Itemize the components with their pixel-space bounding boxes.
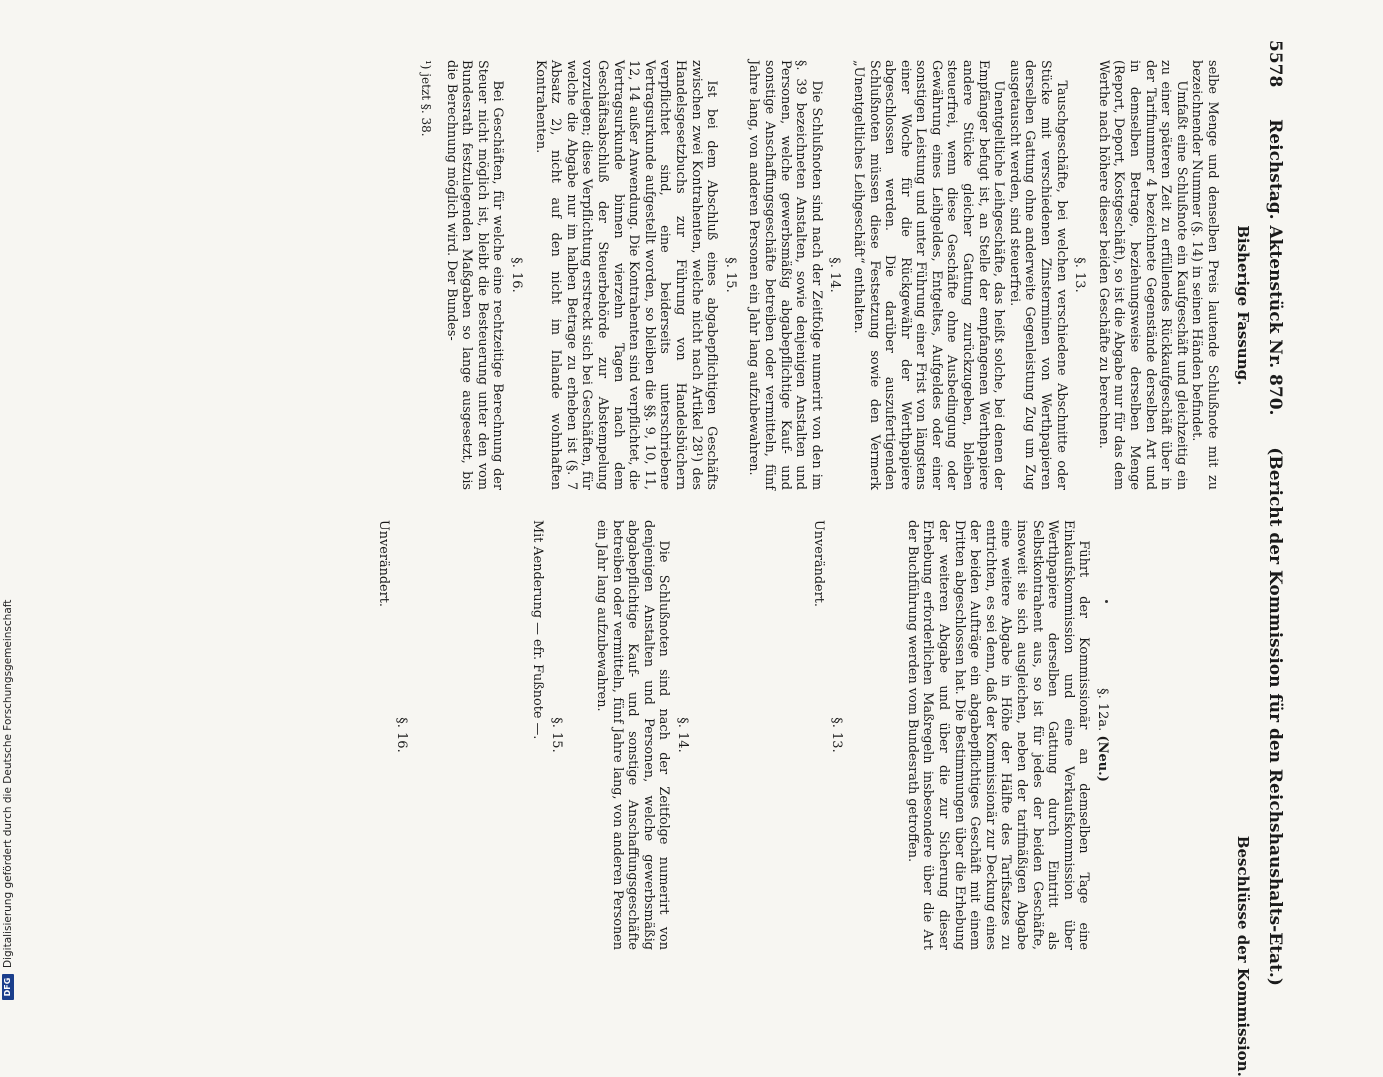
l-s16-heading: §. 16. [509,257,525,293]
r-s12a-p1: Führt der Kommissionär an demselben Tage eine Einkaufskommission und eine Verkaufskommission über Werthpapiere derselben Gattung durch Eintritt als Selbstkontrahent aus, so ist für jedes der beiden Geschäfte, insoweit sie sich ausgleichen, neben der tarifmäßigen Abgabe eine weitere Abgabe in Höhe der Hälfte des Tarifsatzes zu entrichten, es sei denn, daß der Kommissionär zur Deckung eines der beiden Aufträge ein abgabepflichtiges Geschäft mit einem Dritten abgeschlossen hat. Die Bestimmungen über die Erhebung der weiteren Abgabe und über die zur Sicherung dieser Erhebung erforderlichen Maßregeln insbesondere über die Art der Buchführung werden vom Bundesrath getroffen. [904,520,1092,950]
r-s13-text: Unverändert. [810,520,826,607]
scan-speck [1105,600,1108,603]
r-s12a-new: (Neu.) [1095,735,1110,782]
r-s16-text: Unverändert. [375,520,391,607]
credit-text: Digitalisierung gefördert durch die Deutsche Forschungsgemeinschaft [2,599,14,968]
l-s15-p1: Ist bei dem Abschluß eines abgabepflichtigen Geschäfts zwischen zwei Kontrahenten, welche nicht nach Artikel 28¹) des Handelsgesetzbuchs zur Führung von Handelsbüchern verpflichtet sind, eine beiderseits unterschriebene Vertragsurkunde aufgestellt worden, so bleiben die §§. 9, 10, 11, 12, 14 außer Anwendung. Die Kontrahenten sind verpflichtet, die Vertragsurkunde binnen vierzehn Tagen nach dem Geschäftsabschluß der Steuerbehörde zur Abstempelung vorzulegen; diese Verpflichtung erstreckt sich bei Geschäften, für welche die Abgabe nur im halben Betrage zu erheben ist (§. 7 Absatz 2), nicht auf den nicht im Inlande wohnhaften Kontrahenten. [532,60,720,490]
r-s15-heading: §. 15. [548,717,564,753]
digitization-credit [2,600,14,1000]
l-s16-p1: Bei Geschäften, für welche eine rechtzeitige Berechnung der Steuer nicht möglich ist, bleibt die Besteuerung unter den vom Bundesrath festzulegenden Maßgaben so lange ausgesetzt, bis die Berechnung möglich wird. Der Bundes- [443,60,506,490]
l-s13-p2: Unentgeltliche Leihgeschäfte, das heißt solche, bei denen der Empfänger befugt ist, an Stelle der empfangenen Werthpapiere andere Stücke gleicher Gattung zurückzugeben, bleiben steuerfrei, wenn diese Geschäfte ohne Ausbedingung oder Gewährung eines Leihgeldes, Entgeltes, Aufgeldes oder einer sonstigen Leistung und unter Führung einer Frist von längstens einer Woche für die Rückgewähr der Werthpapiere abgeschlossen werden. Die darüber auszufertigenden Schlußnoten müssen diese Festsetzung sowie den Vermerk „Unentgeltliches Leihgeschäft“ enthalten. [850,60,1007,490]
header-subtitle: (Bericht der Kommission für den Reichshaushalts-Etat.) [1265,447,1285,986]
l-intro-1: selbe Menge und denselben Preis lautende Schlußnote mit zu bezeichnender Nummer (§. 14) in seinen Händen befindet. [1189,60,1220,490]
l-s13-heading: §. 13. [1072,257,1088,293]
col-heading-left: Bisherige Fassung. [1234,225,1252,386]
r-s16-heading: §. 16. [394,717,410,753]
r-s14-p1: Die Schlußnoten sind nach der Zeitfolge numerirt von denjenigen Anstalten und Personen, welche gewerbsmäßig abgabepflichtige Kauf- und sonstige Anschaffungsgeschäfte betreiben oder vermitteln, fünf Jahre lang, von anderen Personen ein Jahr lang aufzubewahren. [594,520,672,950]
dfg-logo: DFG [2,974,14,1000]
l-intro-2: Umfaßt eine Schlußnote ein Kaufgeschäft und gleichzeitig ein zu einer späteren Zeit zu erfüllendes Rückkaufgeschäft über in der Tarifnummer 4 bezeichnete Gegenstände derselben Art und in demselben Betrage, beziehungsweise derselben Menge (Report, Deport, Kostgeschäft), so ist die Abgabe nur für das dem Werthe nach höhere dieser beiden Geschäfte zu berechnen. [1095,60,1189,490]
l-s15-heading: §. 15. [722,257,738,293]
r-s15-text: Mit Aenderung — efr. Fußnote —. [529,520,545,740]
r-s14-heading: §. 14. [675,717,691,753]
r-s13-heading: §. 13. [829,717,845,753]
l-s14-heading: §. 14. [827,257,843,293]
col-heading-right: Beschlüsse der Kommission. [1234,835,1252,1077]
column-heading-strip [1228,40,1254,1077]
header-title: Reichstag. Aktenstück Nr. 870. [1265,119,1285,416]
l-s13-p1: Tauschgeschäfte, bei welchen verschiedene Abschnitte oder Stücke mit verschiedenen Zinsterminen von Werthpapieren derselben Gattung ohne anderweite Gegenleistung Zug um Zug ausgetauscht werden, sind steuerfrei. [1006,60,1069,490]
right-column-landscape [60,520,1220,950]
l-s14-p1: Die Schlußnoten sind nach der Zeitfolge numerirt von den im §. 39 bezeichneten Anstalten, sowie denjenigen Anstalten und Personen, welche gewerbsmäßig abgabepflichtige Kauf- und sonstige Anschaffungsgeschäfte betreiben oder vermitteln, fünf Jahre lang, von anderen Personen ein Jahr lang aufzubewahren. [746,60,824,490]
header-strip [1255,40,1285,986]
l-footnote: ¹) jetzt §. 38. [419,60,434,137]
r-s12a-heading: §. 12a. [1095,688,1110,732]
header-page-number: 5578 [1265,40,1285,88]
left-column-landscape [60,60,1220,490]
